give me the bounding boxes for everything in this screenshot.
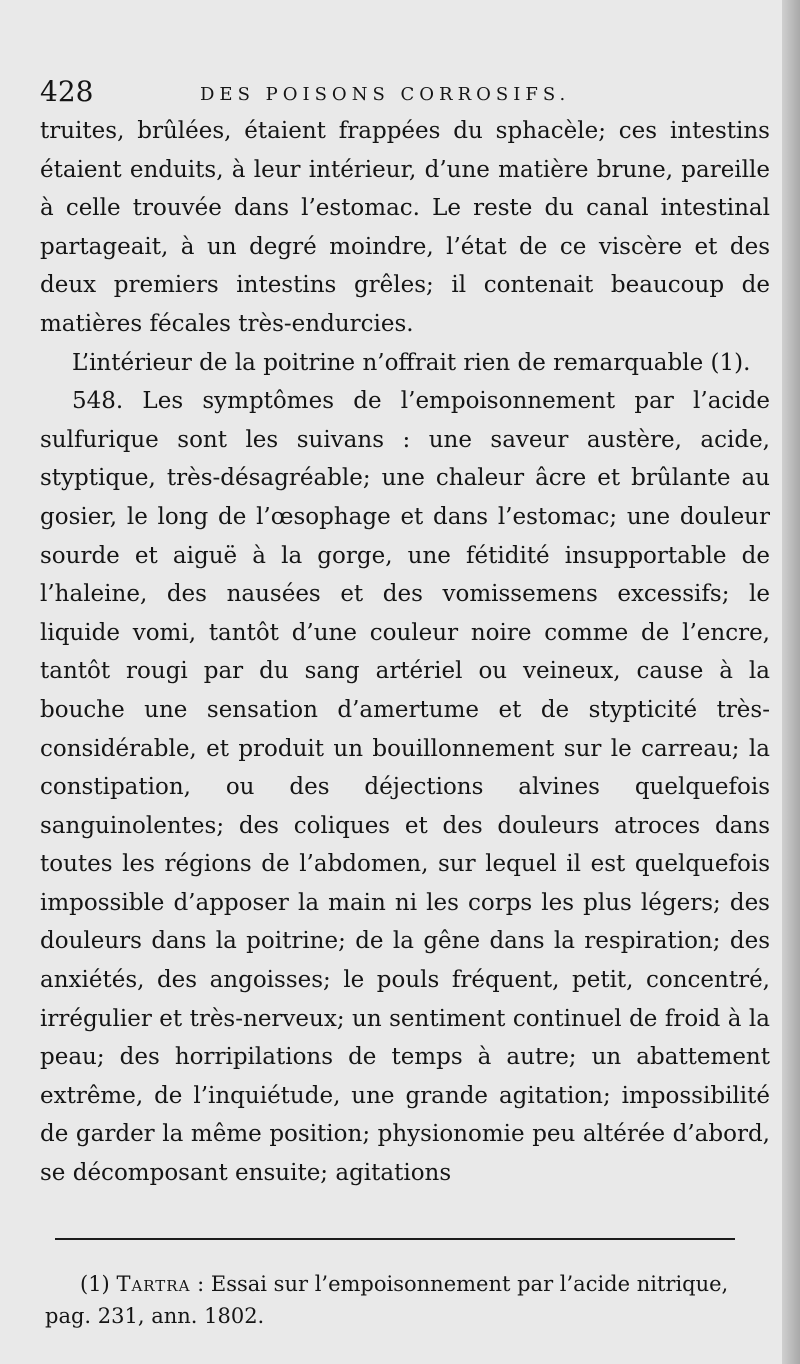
running-title: DES POISONS CORROSIFS. <box>200 84 571 105</box>
footnote <box>45 1268 760 1332</box>
page-number: 428 <box>40 75 94 108</box>
paragraph-548: 548. Les symptômes de l’empoisonnement par l’acide sulfurique sont les suivans : une saveur austère, acide, styptique, très-désagréable; une chaleur âcre et brûlante au gosier, le long de l’œsophage et dans l’estomac; une douleur sourde et aiguë à la gorge, une fétidité insupportable de l’haleine, des nausées et des vomissemens excessifs; le liquide vomi, tantôt d’une couleur noire comme de l’encre, tantôt rougi par du sang artériel ou veineux, cause à la bouche une sensation d’amertume et de stypticité très-considérable, et produit un bouillonnement sur le carreau; la constipation, ou des déjections alvines quelquefois sanguinolentes; des coliques et des douleurs atroces dans toutes les régions de l’abdomen, sur lequel il est quelquefois impossible d’apposer la main ni les corps les plus légers; des douleurs dans la poitrine; de la gêne dans la respiration; des anxiétés, des angoisses; le pouls fréquent, petit, concentré, irrégulier et très-nerveux; un sentiment continuel de froid à la peau; des horripilations de temps à autre; un abattement extrême, de l’inquiétude, une grande agitation; impossibilité de garder la même position; physionomie peu altérée d’abord, se décomposant ensuite; agitations <box>40 388 770 1187</box>
footnote-text <box>45 1268 760 1332</box>
footnote-divider <box>55 1238 735 1240</box>
page-header <box>40 74 740 114</box>
footnote-marker: (1) <box>80 1272 110 1296</box>
footnote-citation: : Essai sur l’empoisonnement par l’acide nitrique, pag. 231, ann. 1802. <box>45 1272 729 1328</box>
paragraph-continuation: truites, brûlées, étaient frappées du sphacèle; ces intestins étaient enduits, à leur intérieur, d’une matière brune, pareille à celle trouvée dans l’estomac. Le reste du canal intestinal partageait, à un degré moindre, l’état de ce viscère et des deux premiers intestins grêles; il contenait beaucoup de matières fécales très-endurcies. <box>40 118 770 337</box>
page-edge-shadow <box>782 0 800 1364</box>
footnote-author: Tartra <box>116 1272 191 1296</box>
main-text <box>40 112 770 1193</box>
paragraph-thorax: L’intérieur de la poitrine n’offrait rien de remarquable (1). <box>72 349 751 376</box>
